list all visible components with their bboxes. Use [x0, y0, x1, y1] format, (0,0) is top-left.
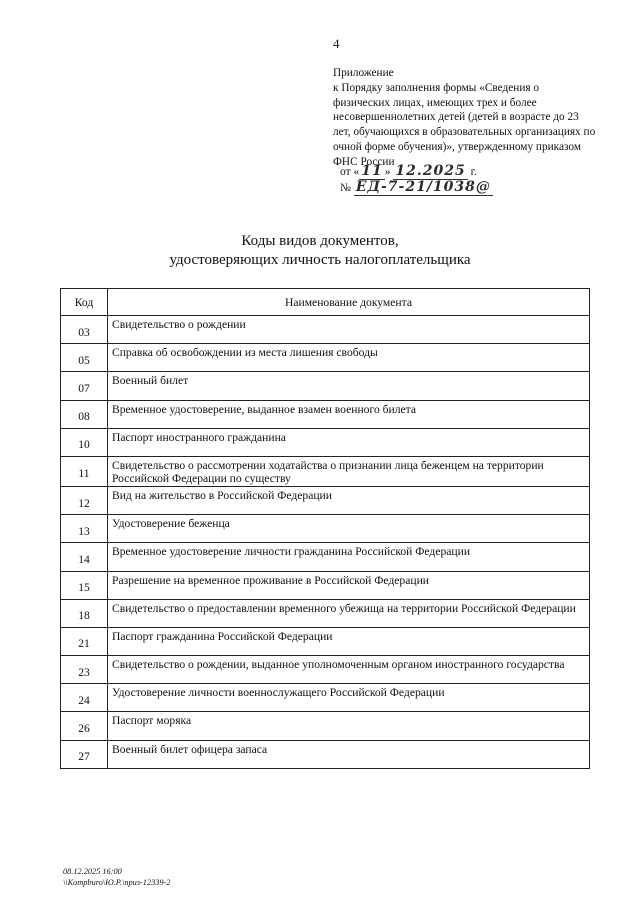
title-line-1: Коды видов документов, [241, 233, 399, 249]
table-row [61, 428, 590, 456]
order-number-handwritten: ЕД-7-21/1038@ [355, 179, 491, 195]
row-code: 24 [61, 684, 108, 712]
footer-timestamp: 08.12.2025 16:00 [63, 867, 122, 876]
appendix-line: несовершеннолетних детей (детей в возрасте до 23 [333, 111, 579, 124]
row-code: 26 [61, 712, 108, 740]
footer [63, 866, 170, 888]
row-code: 14 [61, 543, 108, 571]
table-row [61, 515, 590, 543]
order-date [340, 163, 477, 179]
table-row [61, 372, 590, 400]
row-code: 27 [61, 740, 108, 768]
table-row [61, 712, 590, 740]
row-code: 23 [61, 656, 108, 684]
table-row [61, 400, 590, 428]
row-code: 11 [61, 456, 108, 486]
row-code: 15 [61, 571, 108, 599]
row-code: 08 [61, 400, 108, 428]
table-row [61, 599, 590, 627]
row-document-name: Военный билет офицера запаса [108, 740, 590, 768]
document-title [0, 232, 640, 270]
table-row [61, 456, 590, 486]
table-row [61, 627, 590, 655]
row-document-name: Справка об освобождении из места лишения свободы [108, 344, 590, 372]
row-code: 18 [61, 599, 108, 627]
row-document-name: Свидетельство о рождении [108, 316, 590, 344]
table-row [61, 656, 590, 684]
date-suffix: г. [470, 166, 477, 178]
row-document-name: Временное удостоверение, выданное взамен военного билета [108, 400, 590, 428]
row-document-name: Удостоверение беженца [108, 515, 590, 543]
row-document-name: Разрешение на временное проживание в Российской Федерации [108, 571, 590, 599]
appendix-line: очной форме обучения)», утвержденному приказом [333, 140, 581, 153]
table-row [61, 740, 590, 768]
row-document-name: Свидетельство о рождении, выданное уполномоченным органом иностранного государства [108, 656, 590, 684]
document-codes-table [60, 288, 590, 769]
date-day-handwritten: 11 [361, 163, 383, 179]
appendix-line: к Порядку заполнения формы «Сведения о [333, 81, 540, 94]
header-name: Наименование документа [108, 289, 590, 316]
appendix-line: Приложение [333, 67, 394, 79]
row-document-name: Паспорт моряка [108, 712, 590, 740]
row-document-name: Свидетельство о рассмотрении ходатайства о признании лица беженцем на территории Российской Федерации по существу [108, 456, 590, 486]
footer-file-path: \\Kompburo\Ю.Р.\приз-12339-2 [63, 878, 171, 887]
date-month-year-handwritten: 12.2025 [395, 163, 466, 179]
header-code: Код [61, 289, 108, 316]
table-row [61, 486, 590, 514]
row-document-name: Военный билет [108, 372, 590, 400]
number-prefix: № [340, 182, 351, 194]
appendix-line: физических лицах, имеющих трех и более [333, 96, 537, 109]
table-row [61, 543, 590, 571]
order-number [340, 179, 493, 195]
row-document-name: Вид на жительство в Российской Федерации [108, 486, 590, 514]
table-row [61, 344, 590, 372]
table-row [61, 684, 590, 712]
appendix-line: лет, обучающихся в образовательных организациях по [333, 126, 596, 139]
row-document-name: Свидетельство о предоставлении временного убежища на территории Российской Федерации [108, 599, 590, 627]
row-document-name: Паспорт гражданина Российской Федерации [108, 627, 590, 655]
title-line-2: удостоверяющих личность налогоплательщика [169, 252, 471, 268]
page-number: 4 [333, 36, 340, 51]
row-code: 10 [61, 428, 108, 456]
row-code: 12 [61, 486, 108, 514]
row-code: 03 [61, 316, 108, 344]
row-code: 13 [61, 515, 108, 543]
row-code: 21 [61, 627, 108, 655]
table-row [61, 571, 590, 599]
row-document-name: Удостоверение личности военнослужащего Российской Федерации [108, 684, 590, 712]
date-separator: » [384, 166, 391, 178]
date-prefix: от « [340, 166, 360, 178]
table-header-row [61, 289, 590, 316]
appendix-line: ФНС России [333, 155, 395, 168]
table-row [61, 316, 590, 344]
row-document-name: Временное удостоверение личности гражданина Российской Федерации [108, 543, 590, 571]
row-code: 05 [61, 344, 108, 372]
appendix-block [333, 66, 623, 170]
row-code: 07 [61, 372, 108, 400]
row-document-name: Паспорт иностранного гражданина [108, 428, 590, 456]
